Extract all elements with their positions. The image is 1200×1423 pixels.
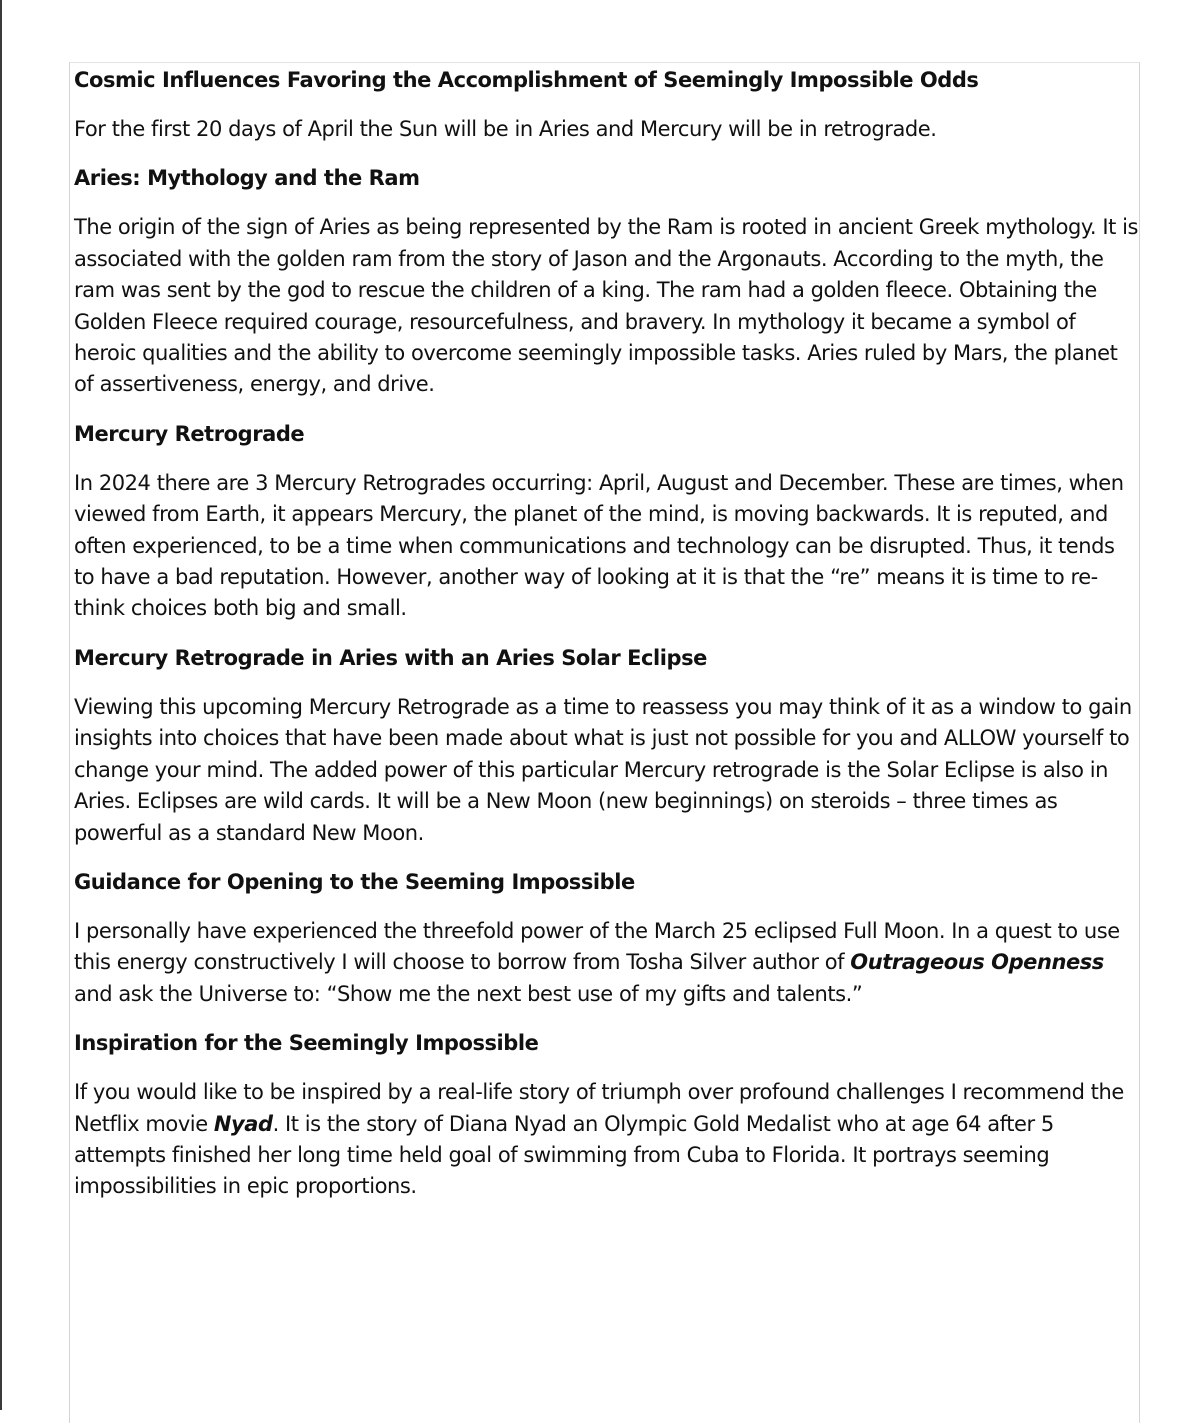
intro-paragraph: For the first 20 days of April the Sun will be in Aries and Mercury will be in retrograde. [74, 117, 937, 141]
document-page [69, 62, 1140, 1423]
section-body-guidance [74, 916, 1140, 1010]
section-heading-eclipse: Mercury Retrograde in Aries with an Aries Solar Eclipse [74, 645, 707, 670]
section-body-eclipse: Viewing this upcoming Mercury Retrograde as a time to reassess you may think of it as a window to gain insights into choices that have been made about what is just not possible for you and ALLOW yourself to change your mind. The added power of this particular Mercury retrograde is the Solar Eclipse is also in Aries. Eclipses are wild cards. It will be a New Moon (new beginnings) on steroids – three times as powerful as a standard New Moon. [74, 694, 1132, 845]
inspiration-text-before: If you would like to be inspired by a real-life story of triumph over profound challenges I recommend the Netflix movie [74, 1080, 1124, 1136]
document-content [74, 63, 1140, 1203]
section-heading-aries: Aries: Mythology and the Ram [74, 166, 420, 191]
section-body-inspiration [74, 1077, 1140, 1203]
guidance-text-after: and ask the Universe to: “Show me the next best use of my gifts and talents.” [74, 981, 863, 1006]
section-heading-mercury-retrograde: Mercury Retrograde [74, 421, 305, 446]
book-title: Outrageous Openness [850, 950, 1104, 975]
inspiration-text-after: . It is the story of Diana Nyad an Olympic Gold Medalist who at age 64 after 5 attempts finished her long time held goal of swimming from Cuba to Florida. It portrays seeming impossibilities in epic proportions. [74, 1111, 1054, 1199]
window-left-edge [0, 0, 2, 1410]
document-title: Cosmic Influences Favoring the Accomplishment of Seemingly Impossible Odds [74, 68, 979, 92]
guidance-text-before: I personally have experienced the threefold power of the March 25 eclipsed Full Moon. In a quest to use this energy constructively I will choose to borrow from Tosha Silver author of [74, 918, 1120, 975]
section-body-mercury-retrograde: In 2024 there are 3 Mercury Retrogrades occurring: April, August and December. These are times, when viewed from Earth, it appears Mercury, the planet of the mind, is moving backwards. It is reputed, and often experienced, to be a time when communications and technology can be disrupted. Thus, it tends to have a bad reputation. However, another way of looking at it is that the “re” means it is time to re-think choices both big and small. [74, 470, 1124, 621]
section-heading-inspiration: Inspiration for the Seemingly Impossible [74, 1031, 539, 1056]
section-heading-guidance: Guidance for Opening to the Seeming Impossible [74, 869, 635, 894]
movie-title: Nyad [213, 1111, 273, 1136]
section-body-aries: The origin of the sign of Aries as being represented by the Ram is rooted in ancient Greek mythology. It is associated with the golden ram from the story of Jason and the Argonauts. According to the myth, the ram was sent by the god to rescue the children of a king. The ram had a golden fleece. Obtaining the Golden Fleece required courage, resourcefulness, and bravery. In mythology it became a symbol of heroic qualities and the ability to overcome seemingly impossible tasks. Aries ruled by Mars, the planet of assertiveness, energy, and drive. [74, 215, 1138, 397]
